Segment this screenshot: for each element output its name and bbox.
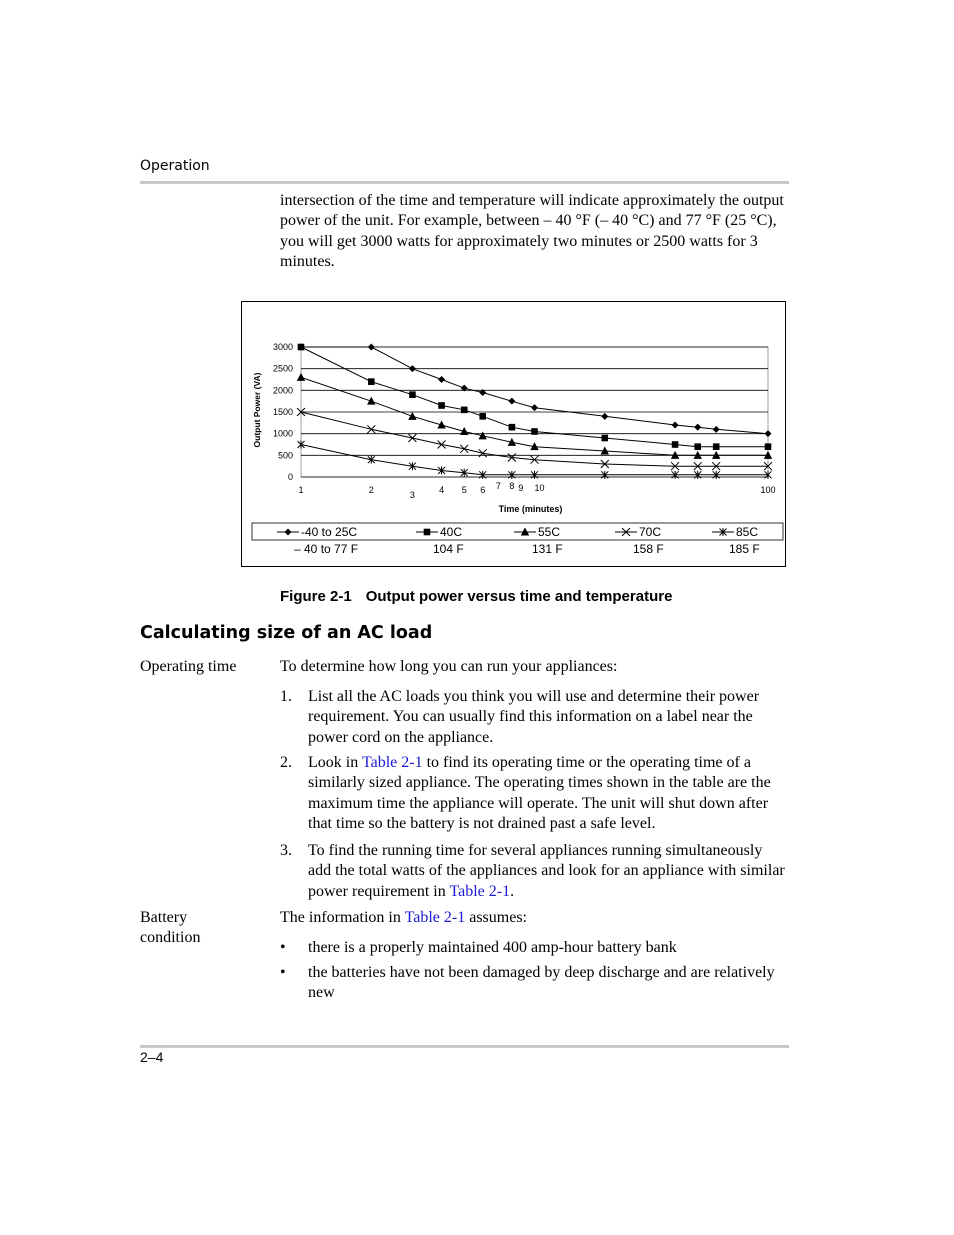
legend-marker-shape bbox=[424, 529, 431, 536]
figure-frame bbox=[241, 301, 786, 567]
page-number: 2–4 bbox=[140, 1049, 164, 1065]
y-tick-label: 500 bbox=[277, 450, 293, 461]
x-tick-label: 6 bbox=[480, 485, 486, 495]
y-tick-label: 2000 bbox=[272, 385, 293, 396]
data-point bbox=[409, 391, 416, 398]
data-point-shape bbox=[409, 391, 416, 398]
section-heading: Calculating size of an AC load bbox=[140, 623, 433, 643]
data-point-shape bbox=[672, 441, 679, 448]
list-text-part: Look in bbox=[308, 754, 362, 771]
data-point bbox=[298, 344, 305, 351]
y-tick-label: 2500 bbox=[272, 363, 293, 374]
battery-label-line: Battery bbox=[140, 909, 188, 926]
data-point bbox=[479, 413, 486, 420]
bullet-item bbox=[280, 938, 785, 958]
x-tick-label: 8 bbox=[509, 481, 515, 491]
list-text-part: To find the running time for several appliances running simultaneously add the total watts of the appliances and look for an appliance with similar power requirement in bbox=[308, 842, 785, 900]
legend-label: 40C bbox=[440, 525, 463, 539]
table-2-1-link[interactable]: Table 2-1 bbox=[361, 754, 423, 771]
legend-sublabel: 185 F bbox=[729, 542, 760, 556]
data-point bbox=[509, 424, 516, 431]
bullet-text: the batteries have not been damaged by deep discharge and are relatively new bbox=[308, 964, 775, 1002]
x-tick-label: 1 bbox=[298, 485, 304, 495]
figure-caption bbox=[280, 588, 672, 605]
legend-sublabel: 158 F bbox=[633, 542, 664, 556]
legend-label: 70C bbox=[639, 525, 662, 539]
list-item bbox=[280, 753, 785, 835]
running-head: Operation bbox=[140, 158, 210, 174]
data-point bbox=[694, 443, 701, 450]
data-point-shape bbox=[368, 378, 375, 385]
x-tick-label: 9 bbox=[518, 483, 524, 493]
bullet-text: there is a properly maintained 400 amp-hour battery bank bbox=[308, 939, 677, 956]
x-tick-label: 10 bbox=[534, 483, 545, 493]
list-number: 1. bbox=[280, 688, 292, 705]
list-text-part: . bbox=[510, 882, 515, 900]
intro-paragraph: intersection of the time and temperature will indicate approximately the output power of the unit. For example, between – 40 °F (– 40 °C) and 77 °F (25 °C), you will get 3000 watts for approximately two minutes or 2500 watts for 3 minutes. bbox=[280, 192, 784, 271]
y-axis-title: Output Power (VA) bbox=[252, 372, 262, 448]
y-tick-label: 1000 bbox=[272, 428, 293, 439]
y-tick-label: 0 bbox=[287, 472, 293, 482]
bullet-icon: • bbox=[280, 939, 286, 956]
list-text bbox=[308, 753, 785, 835]
battery-intro bbox=[280, 908, 527, 928]
data-point bbox=[531, 428, 538, 435]
data-point-shape bbox=[601, 435, 608, 442]
x-tick-label: 3 bbox=[409, 490, 415, 500]
bullet-icon: • bbox=[280, 964, 286, 981]
data-point bbox=[713, 443, 720, 450]
x-tick-label: 5 bbox=[461, 485, 467, 495]
header-rule bbox=[140, 181, 789, 184]
data-point bbox=[368, 378, 375, 385]
data-point bbox=[461, 407, 468, 414]
list-item bbox=[280, 687, 785, 748]
data-point-shape bbox=[509, 424, 516, 431]
data-point-shape bbox=[461, 407, 468, 414]
x-tick-label: 2 bbox=[368, 485, 374, 495]
data-point-shape bbox=[713, 443, 720, 450]
list-number: 2. bbox=[280, 754, 292, 771]
bullet-item bbox=[280, 963, 785, 1004]
battery-intro-part: The information in bbox=[280, 909, 405, 926]
data-point bbox=[765, 443, 772, 450]
data-point-shape bbox=[765, 443, 772, 450]
x-tick-label: 7 bbox=[495, 481, 501, 491]
legend-label: 85C bbox=[736, 525, 759, 539]
data-point bbox=[672, 441, 679, 448]
list-number: 3. bbox=[280, 842, 292, 859]
operating-time-intro: To determine how long you can run your appliances: bbox=[280, 658, 618, 675]
figure-number: Figure 2-1 bbox=[280, 588, 352, 605]
table-2-1-link[interactable]: Table 2-1 bbox=[449, 882, 511, 900]
legend-sublabel: – 40 to 77 F bbox=[294, 542, 359, 556]
footer-rule bbox=[140, 1045, 789, 1048]
legend-sublabel: 131 F bbox=[532, 542, 563, 556]
y-tick-label: 3000 bbox=[272, 342, 293, 352]
data-point bbox=[438, 402, 445, 409]
data-point bbox=[601, 435, 608, 442]
output-power-chart bbox=[242, 302, 785, 566]
legend-label: -40 to 25C bbox=[301, 525, 358, 539]
legend-sublabel: 104 F bbox=[433, 542, 464, 556]
data-point-shape bbox=[438, 402, 445, 409]
list-text: List all the AC loads you think you will use and determine their power requirement. You can usually find this information on a label near the power cord on the appliance. bbox=[308, 688, 760, 746]
data-point-shape bbox=[479, 413, 486, 420]
list-text-part: to find its operating time or the operating time of a similarly sized appliance. The operating times shown in the table are the maximum time the appliance will operate. The unit will shut down after that time so the battery is not drained past a safe level. bbox=[308, 754, 771, 833]
list-text bbox=[308, 841, 785, 902]
battery-intro-part: assumes: bbox=[465, 909, 527, 926]
battery-label-line: condition bbox=[140, 929, 201, 947]
list-item bbox=[280, 841, 785, 902]
data-point-shape bbox=[298, 344, 305, 351]
legend-label: 55C bbox=[538, 525, 561, 539]
battery-condition-label bbox=[140, 908, 270, 949]
y-tick-label: 1500 bbox=[272, 407, 293, 417]
operating-time-label: Operating time bbox=[140, 658, 237, 675]
x-tick-label: 100 bbox=[760, 485, 776, 495]
x-axis-title: Time (minutes) bbox=[498, 504, 563, 514]
x-tick-label: 4 bbox=[439, 485, 445, 495]
legend-marker bbox=[424, 529, 431, 536]
figure-caption-text: Output power versus time and temperature bbox=[365, 588, 673, 605]
data-point-shape bbox=[694, 443, 701, 450]
table-2-1-link[interactable]: Table 2-1 bbox=[404, 909, 466, 926]
data-point-shape bbox=[531, 428, 538, 435]
